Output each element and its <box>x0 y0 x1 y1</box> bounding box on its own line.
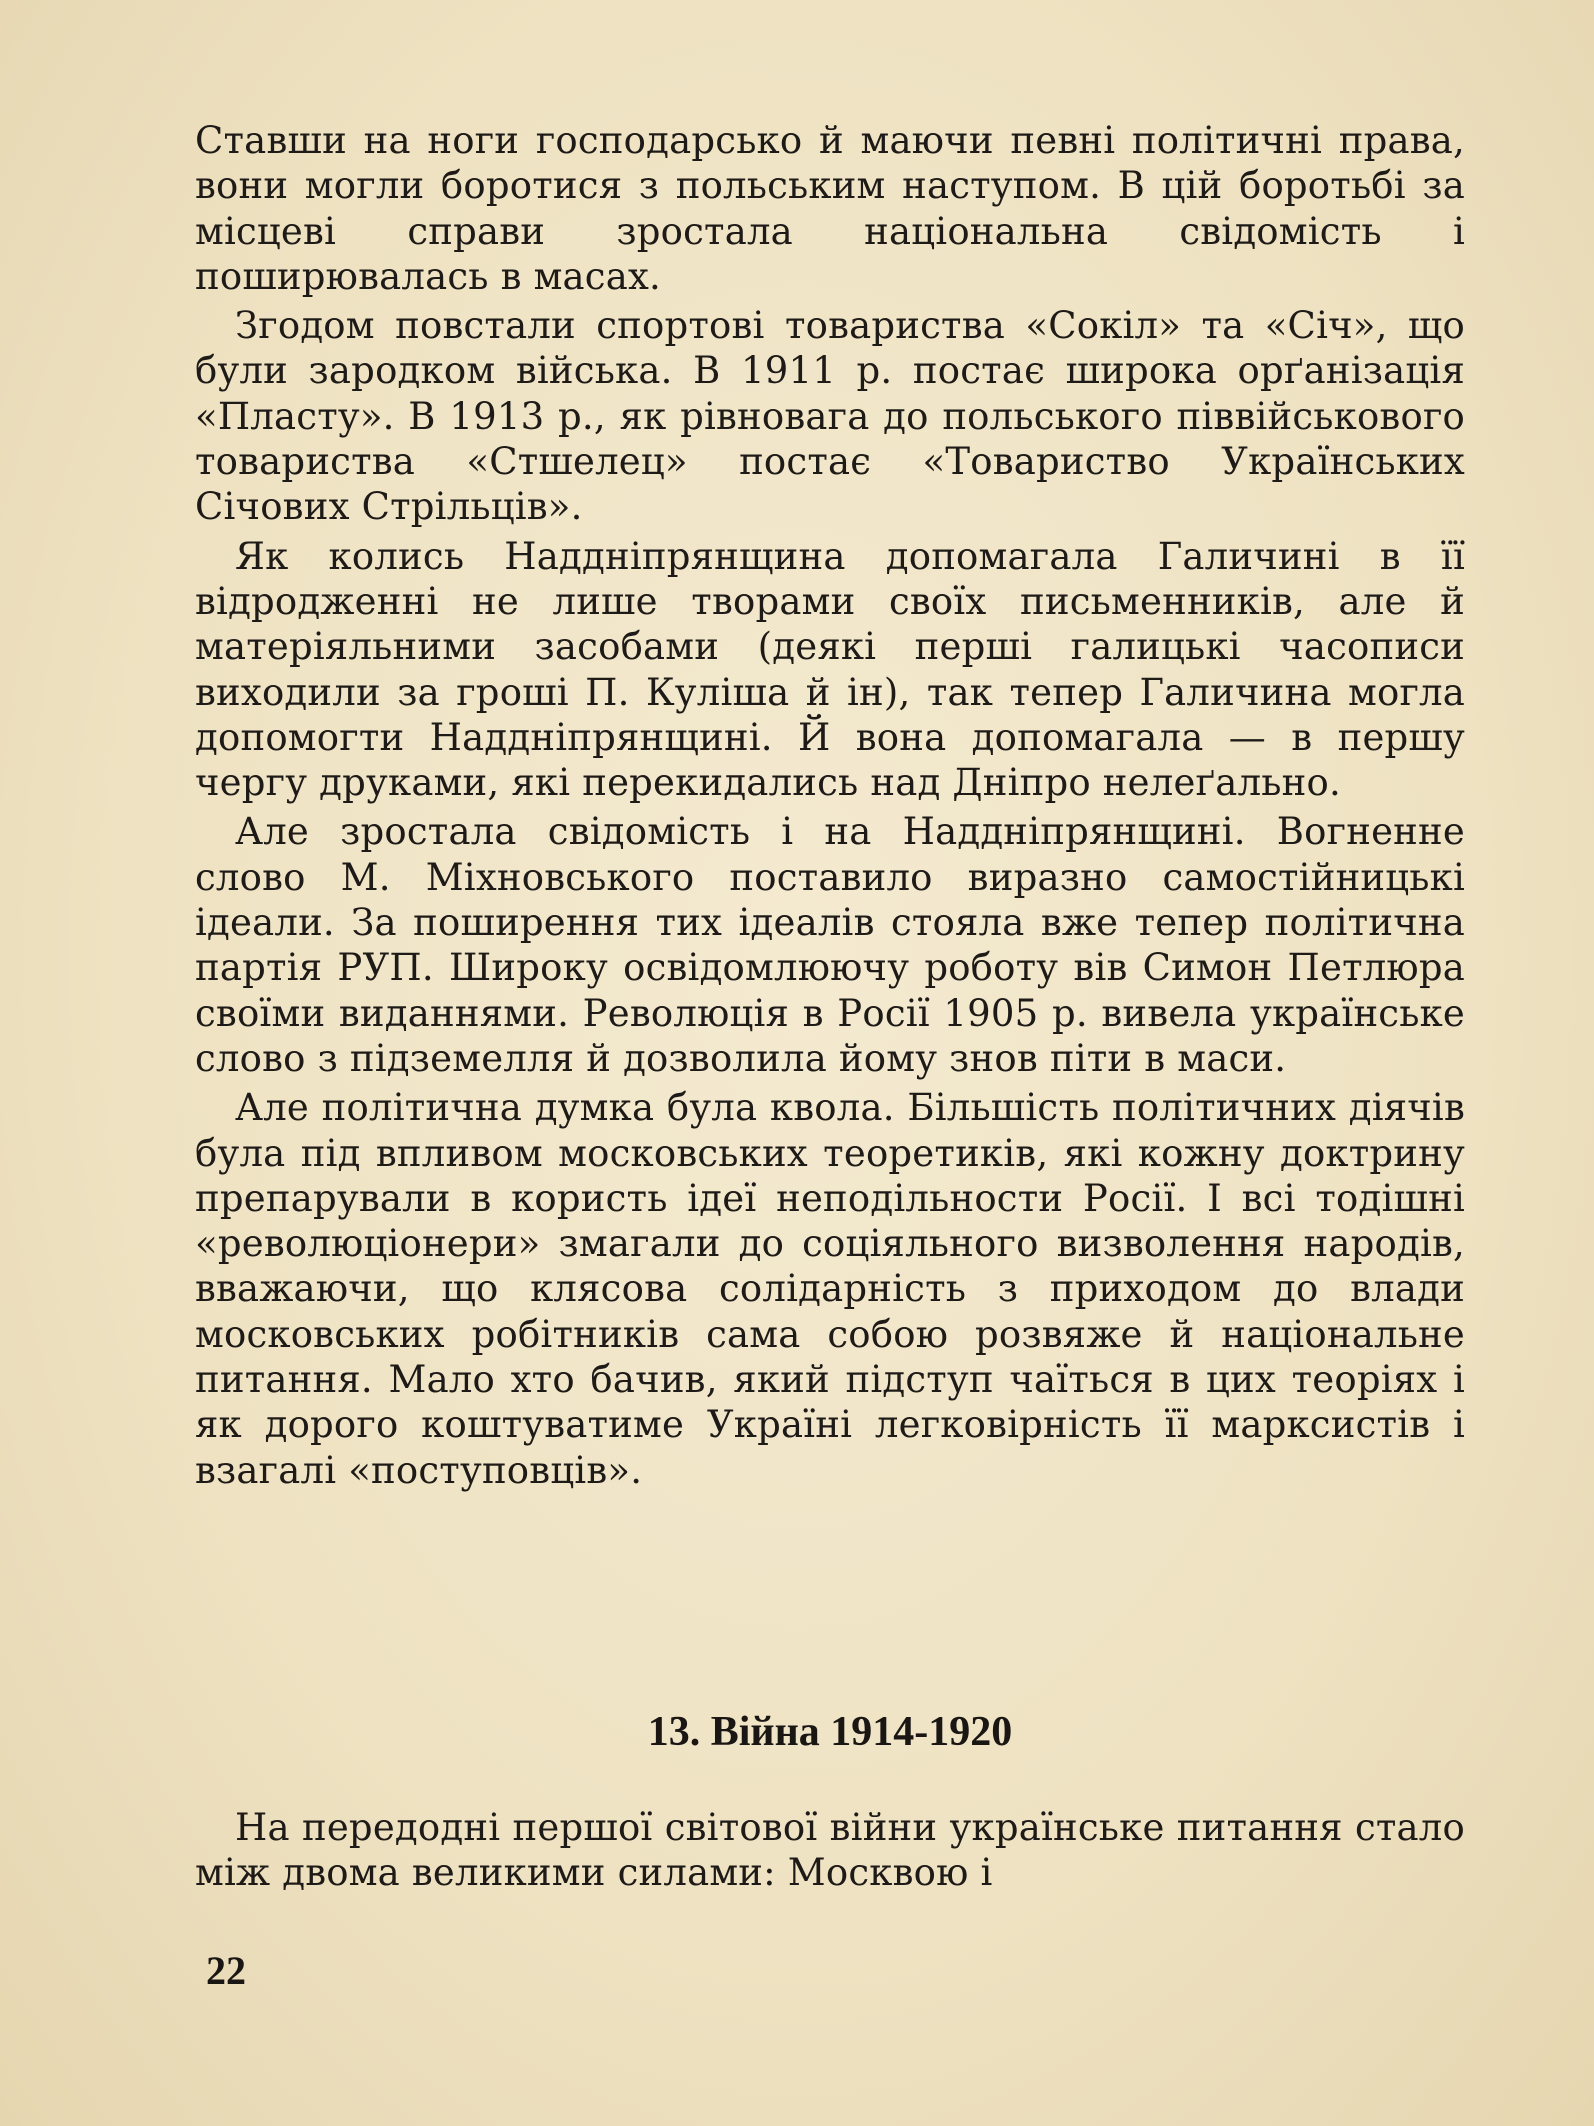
paragraph-3: Як колись Наддніпрянщина допомагала Галичині в її відродженні не лише творами своїх письменників, але й матеріяльними засобами (деякі перші галицькі часописи виходили за гроші П. Куліша й ін), так тепер Галичина могла допомогти Наддніпрянщині. Й вона допомагала — в першу чергу друками, які перекидались над Дніпро нелеґально. <box>195 534 1465 805</box>
body-text <box>195 118 1465 1493</box>
page-number: 22 <box>206 1948 246 1993</box>
paragraph-4: Але зростала свідомість і на Наддніпрянщині. Вогненне слово М. Міхновського поставило виразно самостійницькі ідеали. За поширення тих ідеалів стояла вже тепер політична партія РУП. Широку освідомлюючу роботу вів Симон Петлюра своїми виданнями. Революція в Росії 1905 р. вивела українське слово з підземелля й дозволила йому знов піти в маси. <box>195 810 1465 1080</box>
paragraph-2: Згодом повстали спортові товариства «Сокіл» та «Січ», що були зародком війська. В 1911 р. постає широка орґанізація «Пласту». В 1913 р., як рівновага до польського піввійськового товариства «Стшелец» постає «Товариство Українських Січових Стрільців». <box>195 304 1465 529</box>
final-text <box>195 1805 1465 1896</box>
paragraph-6: На передодні першої світової війни українське питання стало між двома великими силами: Москвою і <box>195 1806 1465 1895</box>
paragraph-5: Але політична думка була квола. Більшість політичних діячів була під впливом московських теоретиків, які кожну доктрину препарували в користь ідеї неподільности Росії. І всі тодішні «революціонери» змагали до соціяльного визволення народів, вважаючи, що клясова солідарність з приходом до влади московських робітників сама собою розвяже й національне питання. Мало хто бачив, який підступ чаїться в цих теоріях і як дорого коштуватиме Україні легковірність її марксистів і взагалі «поступовців». <box>195 1086 1465 1492</box>
section-heading: 13. Війна 1914-1920 <box>647 1709 1013 1755</box>
paragraph-1: Ставши на ноги господарсько й маючи певні політичні права, вони могли боротися з польським наступом. В цій боротьбі за місцеві справи зростала національна свідомість і поширювалась в масах. <box>195 119 1465 298</box>
